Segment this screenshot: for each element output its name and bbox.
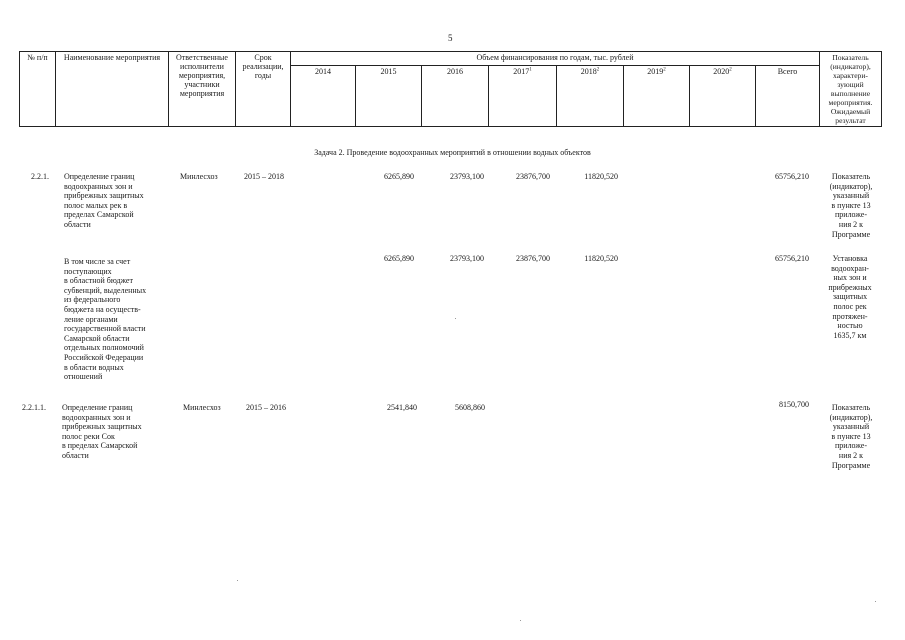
value-2016: 23793,100 (450, 172, 484, 181)
scan-speck (520, 620, 521, 621)
row-executor: Минлесхоз (183, 403, 221, 412)
row-number: 2.2.1. (31, 172, 49, 181)
header-year: 2019$^2$ (624, 66, 690, 127)
value-total: 65756,210 (775, 172, 809, 181)
scan-speck (237, 580, 238, 581)
value-total: 8150,700 (779, 400, 809, 409)
header-table (19, 51, 882, 127)
row-number: 2.2.1.1. (22, 403, 46, 412)
header-term: Срок реализации, годы (236, 52, 291, 127)
value-2018: 11820,520 (584, 254, 618, 263)
row-name: В том числе за счет поступающих в областной бюджет субвенций, выделенных из федерального бюджета на осуществ- ление органами государственной власти Самарской области отдельных полномочий Российской Федерации в области водных отношений (64, 257, 147, 382)
row-name: Определение границ водоохранных зон и прибрежных защитных полос реки Сок в пределах Самарской области (62, 403, 142, 460)
page-number: 5 (448, 33, 453, 43)
header-name: Наименование мероприятия (56, 52, 169, 127)
value-2015: 2541,840 (387, 403, 417, 412)
row-indicator: Показатель (индикатор), указанный в пункте 13 приложе- ния 2 к Программе (829, 172, 873, 239)
header-funding: Объем финансирования по годам, тыс. рублей (291, 52, 820, 66)
row-term: 2015 – 2018 (244, 172, 284, 181)
row-executor: Минлесхоз (180, 172, 218, 181)
header-year: 2016 (422, 66, 489, 127)
value-2018: 11820,520 (584, 172, 618, 181)
value-2016: 23793,100 (450, 254, 484, 263)
row-name: Определение границ водоохранных зон и прибрежных защитных полос малых рек в пределах Самарской области (64, 172, 144, 229)
value-2017: 23876,700 (516, 172, 550, 181)
scan-speck (875, 601, 876, 602)
scan-speck (455, 318, 456, 319)
value-total: 65756,210 (775, 254, 809, 263)
header-executors: Ответственные исполнители мероприятия, участники мероприятия (169, 52, 236, 127)
header-num: № п/п (20, 52, 56, 127)
value-2015: 6265,890 (384, 254, 414, 263)
row-indicator: Установка водоохран- ных зон и прибрежных защитных полос рек протяжен- ностью 1635,7 км (828, 254, 872, 340)
header-indicator: Показатель (индикатор), характери-зующий выполнение мероприятия. Ожидаемый результат (820, 52, 882, 127)
value-2015: 6265,890 (384, 172, 414, 181)
task-title: Задача 2. Проведение водоохранных мероприятий в отношении водных объектов (314, 148, 591, 157)
header-year: 2014 (291, 66, 356, 127)
row-indicator: Показатель (индикатор), указанный в пункте 13 приложе- ния 2 к Программе (829, 403, 873, 470)
row-term: 2015 – 2016 (246, 403, 286, 412)
header-year: 2018$^2$ (557, 66, 624, 127)
header-year: 2015 (356, 66, 422, 127)
header-year: 2017$^1$ (489, 66, 557, 127)
value-2016: 5608,860 (455, 403, 485, 412)
value-2017: 23876,700 (516, 254, 550, 263)
header-year: 2020$^2$ (690, 66, 756, 127)
header-total: Всего (756, 66, 820, 127)
